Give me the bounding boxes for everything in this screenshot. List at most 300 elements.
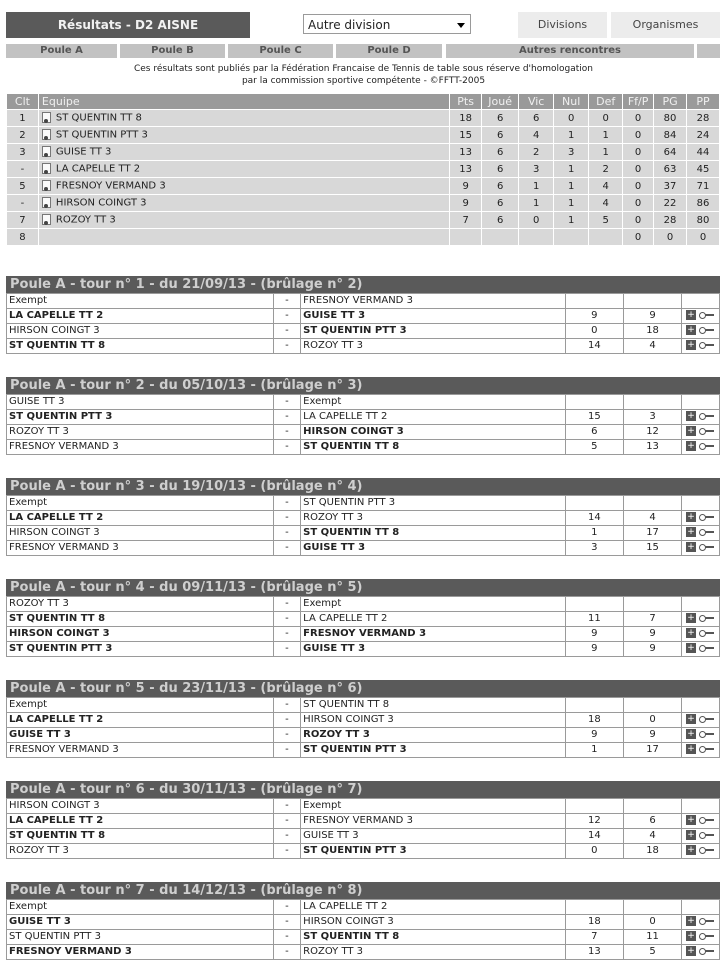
ffp-cell: 0 xyxy=(623,212,653,228)
team-sheet-icon[interactable] xyxy=(42,112,51,123)
match-separator: - xyxy=(273,728,301,743)
away-score xyxy=(623,799,681,814)
home-score xyxy=(565,496,623,511)
away-score: 9 xyxy=(623,642,681,657)
away-team: ST QUENTIN PTT 3 xyxy=(301,496,566,511)
pp-cell: 71 xyxy=(687,178,719,194)
match-separator: - xyxy=(273,900,301,915)
match-row xyxy=(7,627,720,642)
away-score xyxy=(623,900,681,915)
home-score: 1 xyxy=(565,526,623,541)
away-score xyxy=(623,698,681,713)
away-team: ROZOY TT 3 xyxy=(301,728,566,743)
key-icon[interactable] xyxy=(699,614,715,622)
key-icon[interactable] xyxy=(699,644,715,652)
home-score xyxy=(565,698,623,713)
home-score xyxy=(565,395,623,410)
round-title: Poule A - tour n° 5 - du 23/11/13 - (brûlage n° 6) xyxy=(6,680,720,697)
standings-row xyxy=(7,144,719,160)
def-cell: 5 xyxy=(589,212,622,228)
home-team: ST QUENTIN TT 8 xyxy=(7,829,274,844)
team-cell xyxy=(39,229,449,245)
home-team: ROZOY TT 3 xyxy=(7,844,274,859)
home-team: Exempt xyxy=(7,496,274,511)
match-row xyxy=(7,945,720,960)
match-details-icon[interactable]: + xyxy=(687,845,695,855)
match-details-icon[interactable]: + xyxy=(687,426,695,436)
away-team: ROZOY TT 3 xyxy=(301,511,566,526)
poule-tabs xyxy=(6,44,720,58)
home-team: ST QUENTIN PTT 3 xyxy=(7,930,274,945)
team-sheet-icon[interactable] xyxy=(42,129,51,140)
col-header-clt: Clt xyxy=(7,94,38,109)
key-icon[interactable] xyxy=(699,442,715,450)
round-matches-table xyxy=(6,697,720,758)
round-title: Poule A - tour n° 2 - du 05/10/13 - (brûlage n° 3) xyxy=(6,377,720,394)
match-details-icon[interactable]: + xyxy=(687,411,695,421)
pg-cell: 64 xyxy=(654,144,686,160)
match-actions xyxy=(682,844,720,859)
away-team: HIRSON COINGT 3 xyxy=(301,425,566,440)
home-team: FRESNOY VERMAND 3 xyxy=(7,440,274,455)
team-cell xyxy=(39,144,449,160)
team-sheet-icon[interactable] xyxy=(42,146,51,157)
home-team: FRESNOY VERMAND 3 xyxy=(7,743,274,758)
match-row xyxy=(7,698,720,713)
joue-cell: 6 xyxy=(482,212,518,228)
match-separator: - xyxy=(273,511,301,526)
pg-cell: 0 xyxy=(654,229,686,245)
key-icon[interactable] xyxy=(699,427,715,435)
match-separator: - xyxy=(273,339,301,354)
team-name: ST QUENTIN TT 8 xyxy=(55,112,142,124)
nul-cell: 1 xyxy=(554,127,588,143)
match-actions xyxy=(682,395,720,410)
match-separator: - xyxy=(273,829,301,844)
match-details-icon[interactable]: + xyxy=(687,643,695,653)
key-icon[interactable] xyxy=(699,311,715,319)
match-details-icon[interactable]: + xyxy=(687,310,695,320)
match-details-icon[interactable]: + xyxy=(687,613,695,623)
joue-cell: 6 xyxy=(482,110,518,126)
home-team: GUISE TT 3 xyxy=(7,728,274,743)
ffp-cell: 0 xyxy=(623,127,653,143)
chevron-down-icon xyxy=(457,23,465,28)
away-team: GUISE TT 3 xyxy=(301,829,566,844)
home-score: 1 xyxy=(565,743,623,758)
joue-cell xyxy=(482,229,518,245)
home-team: LA CAPELLE TT 2 xyxy=(7,309,274,324)
away-score: 5 xyxy=(623,945,681,960)
home-team: HIRSON COINGT 3 xyxy=(7,627,274,642)
def-cell: 0 xyxy=(589,110,622,126)
match-row xyxy=(7,309,720,324)
key-icon[interactable] xyxy=(699,326,715,334)
col-header-pg: PG xyxy=(654,94,686,109)
team-cell xyxy=(39,110,449,126)
home-score: 9 xyxy=(565,309,623,324)
home-team: LA CAPELLE TT 2 xyxy=(7,814,274,829)
key-icon[interactable] xyxy=(699,341,715,349)
match-actions xyxy=(682,597,720,612)
team-cell xyxy=(39,161,449,177)
home-team: ST QUENTIN PTT 3 xyxy=(7,642,274,657)
home-team: ST QUENTIN PTT 3 xyxy=(7,410,274,425)
match-details-icon[interactable]: + xyxy=(687,946,695,956)
ffp-cell: 0 xyxy=(623,110,653,126)
match-row xyxy=(7,900,720,915)
match-actions xyxy=(682,829,720,844)
home-team: HIRSON COINGT 3 xyxy=(7,526,274,541)
def-cell: 1 xyxy=(589,127,622,143)
home-team: Exempt xyxy=(7,900,274,915)
round-matches-table xyxy=(6,899,720,960)
tab-poule-a[interactable]: Poule A xyxy=(6,44,117,58)
pp-cell: 80 xyxy=(687,212,719,228)
match-actions xyxy=(682,915,720,930)
home-score xyxy=(565,799,623,814)
tab-poule-c[interactable]: Poule C xyxy=(228,44,333,58)
match-separator: - xyxy=(273,814,301,829)
pp-cell: 28 xyxy=(687,110,719,126)
col-header-joue: Joué xyxy=(482,94,518,109)
match-details-icon[interactable]: + xyxy=(687,527,695,537)
team-sheet-icon[interactable] xyxy=(42,214,51,225)
home-score xyxy=(565,597,623,612)
away-score: 0 xyxy=(623,713,681,728)
home-team: GUISE TT 3 xyxy=(7,395,274,410)
pts-cell: 13 xyxy=(450,161,481,177)
team-cell xyxy=(39,127,449,143)
round-title: Poule A - tour n° 1 - du 21/09/13 - (brûlage n° 2) xyxy=(6,276,720,293)
nul-cell: 1 xyxy=(554,195,588,211)
match-actions xyxy=(682,526,720,541)
away-score: 18 xyxy=(623,844,681,859)
pg-cell: 28 xyxy=(654,212,686,228)
nul-cell: 1 xyxy=(554,178,588,194)
home-team: LA CAPELLE TT 2 xyxy=(7,713,274,728)
away-team: GUISE TT 3 xyxy=(301,541,566,556)
home-score: 11 xyxy=(565,612,623,627)
home-team: ROZOY TT 3 xyxy=(7,597,274,612)
home-score: 0 xyxy=(565,324,623,339)
match-separator: - xyxy=(273,496,301,511)
match-separator: - xyxy=(273,915,301,930)
match-row xyxy=(7,915,720,930)
standings-row xyxy=(7,212,719,228)
away-team: ST QUENTIN PTT 3 xyxy=(301,743,566,758)
away-score: 7 xyxy=(623,612,681,627)
round-section xyxy=(6,781,720,859)
match-row xyxy=(7,324,720,339)
home-team: GUISE TT 3 xyxy=(7,915,274,930)
col-header-equipe: Equipe xyxy=(39,94,449,109)
away-team: FRESNOY VERMAND 3 xyxy=(301,294,566,309)
notice-line: par la commission sportive compétente - ©FFTT-2005 xyxy=(241,76,486,86)
joue-cell: 6 xyxy=(482,195,518,211)
away-score: 13 xyxy=(623,440,681,455)
vic-cell: 4 xyxy=(519,127,553,143)
match-actions xyxy=(682,440,720,455)
match-separator: - xyxy=(273,930,301,945)
away-team: Exempt xyxy=(301,597,566,612)
away-score: 18 xyxy=(623,324,681,339)
pts-cell: 18 xyxy=(450,110,481,126)
team-name: LA CAPELLE TT 2 xyxy=(55,163,141,175)
match-details-icon[interactable]: + xyxy=(687,815,695,825)
match-actions xyxy=(682,743,720,758)
match-separator: - xyxy=(273,309,301,324)
clt-cell: 8 xyxy=(7,229,38,245)
key-icon[interactable] xyxy=(699,528,715,536)
clt-cell: 3 xyxy=(7,144,38,160)
away-team: ST QUENTIN TT 8 xyxy=(301,698,566,713)
team-cell xyxy=(39,195,449,211)
match-actions xyxy=(682,425,720,440)
round-section xyxy=(6,680,720,758)
match-row xyxy=(7,728,720,743)
key-icon[interactable] xyxy=(699,543,715,551)
key-icon[interactable] xyxy=(699,947,715,955)
match-details-icon[interactable]: + xyxy=(687,916,695,926)
away-team: LA CAPELLE TT 2 xyxy=(301,900,566,915)
match-details-icon[interactable]: + xyxy=(687,542,695,552)
match-separator: - xyxy=(273,698,301,713)
vic-cell: 3 xyxy=(519,161,553,177)
match-row xyxy=(7,511,720,526)
nav-organismes-link[interactable]: Organismes xyxy=(611,12,720,38)
homologation-notice xyxy=(0,63,727,87)
tab-autres-rencontres[interactable]: Autres rencontres xyxy=(446,44,694,58)
vic-cell: 1 xyxy=(519,195,553,211)
home-score: 5 xyxy=(565,440,623,455)
match-row xyxy=(7,526,720,541)
division-select-value: Autre division xyxy=(308,18,391,32)
away-team: FRESNOY VERMAND 3 xyxy=(301,627,566,642)
round-matches-table xyxy=(6,495,720,556)
home-team: ROZOY TT 3 xyxy=(7,425,274,440)
ffp-cell: 0 xyxy=(623,144,653,160)
away-score: 3 xyxy=(623,410,681,425)
clt-cell: - xyxy=(7,161,38,177)
key-icon[interactable] xyxy=(699,629,715,637)
team-name: ST QUENTIN PTT 3 xyxy=(55,129,148,141)
match-details-icon[interactable]: + xyxy=(687,931,695,941)
away-team: ROZOY TT 3 xyxy=(301,339,566,354)
match-actions xyxy=(682,642,720,657)
match-actions xyxy=(682,900,720,915)
round-section xyxy=(6,579,720,657)
division-select[interactable] xyxy=(303,14,471,34)
round-matches-table xyxy=(6,394,720,455)
pts-cell: 15 xyxy=(450,127,481,143)
page-header xyxy=(6,12,720,38)
away-score: 0 xyxy=(623,915,681,930)
match-row xyxy=(7,410,720,425)
nav-divisions-link[interactable]: Divisions xyxy=(518,12,607,38)
vic-cell: 2 xyxy=(519,144,553,160)
pts-cell xyxy=(450,229,481,245)
home-score: 0 xyxy=(565,844,623,859)
nul-cell: 3 xyxy=(554,144,588,160)
pg-cell: 37 xyxy=(654,178,686,194)
team-sheet-icon[interactable] xyxy=(42,180,51,191)
match-separator: - xyxy=(273,597,301,612)
match-actions xyxy=(682,541,720,556)
match-row xyxy=(7,844,720,859)
home-score: 9 xyxy=(565,627,623,642)
home-team: Exempt xyxy=(7,698,274,713)
away-team: ST QUENTIN PTT 3 xyxy=(301,844,566,859)
match-actions xyxy=(682,930,720,945)
notice-line: Ces résultats sont publiés par la Fédération Francaise de Tennis de table sous réserve d'homologation xyxy=(133,64,593,74)
tab-spacer xyxy=(697,44,720,58)
joue-cell: 6 xyxy=(482,127,518,143)
key-icon[interactable] xyxy=(699,412,715,420)
away-score: 4 xyxy=(623,339,681,354)
match-separator: - xyxy=(273,526,301,541)
match-actions xyxy=(682,627,720,642)
match-details-icon[interactable]: + xyxy=(687,340,695,350)
standings-row xyxy=(7,161,719,177)
home-score: 9 xyxy=(565,728,623,743)
match-actions xyxy=(682,309,720,324)
match-actions xyxy=(682,324,720,339)
team-sheet-icon[interactable] xyxy=(42,163,51,174)
col-header-pts: Pts xyxy=(450,94,481,109)
round-title: Poule A - tour n° 6 - du 30/11/13 - (brûlage n° 7) xyxy=(6,781,720,798)
home-score xyxy=(565,900,623,915)
round-title: Poule A - tour n° 7 - du 14/12/13 - (brûlage n° 8) xyxy=(6,882,720,899)
key-icon[interactable] xyxy=(699,745,715,753)
round-matches-table xyxy=(6,293,720,354)
round-title: Poule A - tour n° 4 - du 09/11/13 - (brûlage n° 5) xyxy=(6,579,720,596)
key-icon[interactable] xyxy=(699,730,715,738)
away-score: 9 xyxy=(623,728,681,743)
away-team: Exempt xyxy=(301,395,566,410)
pg-cell: 63 xyxy=(654,161,686,177)
match-separator: - xyxy=(273,440,301,455)
key-icon[interactable] xyxy=(699,513,715,521)
pg-cell: 84 xyxy=(654,127,686,143)
match-details-icon[interactable]: + xyxy=(687,830,695,840)
round-matches-table xyxy=(6,596,720,657)
pp-cell: 0 xyxy=(687,229,719,245)
tab-poule-b[interactable]: Poule B xyxy=(120,44,225,58)
page-title: Résultats - D2 AISNE xyxy=(6,12,250,38)
match-details-icon[interactable]: + xyxy=(687,512,695,522)
away-team: HIRSON COINGT 3 xyxy=(301,915,566,930)
pts-cell: 9 xyxy=(450,195,481,211)
tab-poule-d[interactable]: Poule D xyxy=(336,44,442,58)
match-details-icon[interactable]: + xyxy=(687,441,695,451)
away-team: FRESNOY VERMAND 3 xyxy=(301,814,566,829)
home-score: 6 xyxy=(565,425,623,440)
match-details-icon[interactable]: + xyxy=(687,325,695,335)
round-section xyxy=(6,882,720,960)
key-icon[interactable] xyxy=(699,917,715,925)
match-row xyxy=(7,425,720,440)
match-separator: - xyxy=(273,945,301,960)
home-score: 18 xyxy=(565,915,623,930)
home-team: FRESNOY VERMAND 3 xyxy=(7,945,274,960)
away-score: 12 xyxy=(623,425,681,440)
match-details-icon[interactable]: + xyxy=(687,628,695,638)
home-team: Exempt xyxy=(7,294,274,309)
ffp-cell: 0 xyxy=(623,229,653,245)
key-icon[interactable] xyxy=(699,715,715,723)
home-score: 7 xyxy=(565,930,623,945)
match-separator: - xyxy=(273,713,301,728)
match-row xyxy=(7,541,720,556)
away-team: Exempt xyxy=(301,799,566,814)
team-name: GUISE TT 3 xyxy=(55,146,112,158)
away-team: ST QUENTIN TT 8 xyxy=(301,440,566,455)
match-details-icon[interactable]: + xyxy=(687,729,695,739)
away-score xyxy=(623,395,681,410)
match-separator: - xyxy=(273,541,301,556)
home-team: HIRSON COINGT 3 xyxy=(7,799,274,814)
nul-cell: 0 xyxy=(554,110,588,126)
match-separator: - xyxy=(273,395,301,410)
def-cell: 1 xyxy=(589,144,622,160)
away-team: ST QUENTIN PTT 3 xyxy=(301,324,566,339)
round-matches-table xyxy=(6,798,720,859)
match-row xyxy=(7,642,720,657)
standings-row xyxy=(7,110,719,126)
col-header-pp: PP xyxy=(687,94,719,109)
key-icon[interactable] xyxy=(699,816,715,824)
ffp-cell: 0 xyxy=(623,195,653,211)
standings-row xyxy=(7,127,719,143)
key-icon[interactable] xyxy=(699,932,715,940)
match-separator: - xyxy=(273,844,301,859)
team-sheet-icon[interactable] xyxy=(42,197,51,208)
team-name: HIRSON COINGT 3 xyxy=(55,197,147,209)
match-row xyxy=(7,799,720,814)
team-cell xyxy=(39,212,449,228)
away-score xyxy=(623,597,681,612)
standings-row xyxy=(7,229,719,245)
home-score xyxy=(565,294,623,309)
home-team: LA CAPELLE TT 2 xyxy=(7,511,274,526)
away-score: 9 xyxy=(623,309,681,324)
match-actions xyxy=(682,612,720,627)
match-row xyxy=(7,713,720,728)
away-score: 4 xyxy=(623,511,681,526)
match-actions xyxy=(682,410,720,425)
home-score: 14 xyxy=(565,511,623,526)
def-cell: 4 xyxy=(589,195,622,211)
match-separator: - xyxy=(273,294,301,309)
col-header-nul: Nul xyxy=(554,94,588,109)
ffp-cell: 0 xyxy=(623,178,653,194)
clt-cell: 5 xyxy=(7,178,38,194)
match-details-icon[interactable]: + xyxy=(687,744,695,754)
match-actions xyxy=(682,728,720,743)
key-icon[interactable] xyxy=(699,846,715,854)
team-name: FRESNOY VERMAND 3 xyxy=(55,180,166,192)
vic-cell: 1 xyxy=(519,178,553,194)
away-score: 17 xyxy=(623,743,681,758)
pts-cell: 9 xyxy=(450,178,481,194)
home-score: 15 xyxy=(565,410,623,425)
pp-cell: 45 xyxy=(687,161,719,177)
match-row xyxy=(7,294,720,309)
key-icon[interactable] xyxy=(699,831,715,839)
match-details-icon[interactable]: + xyxy=(687,714,695,724)
col-header-def: Def xyxy=(589,94,622,109)
